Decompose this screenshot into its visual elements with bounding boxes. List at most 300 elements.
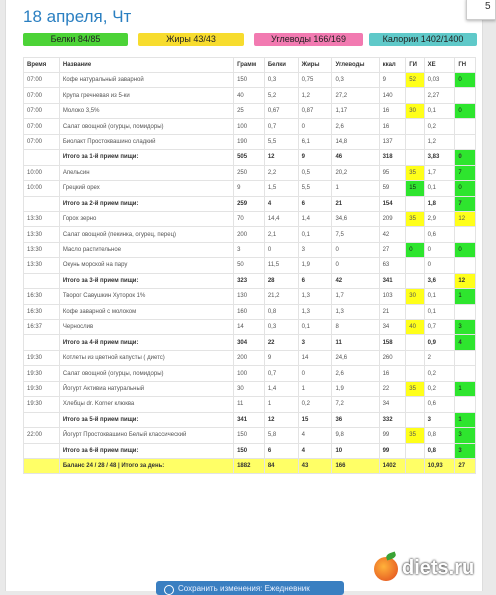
table-cell: 1,2	[298, 88, 332, 103]
table-cell: 3	[455, 320, 476, 335]
column-header[interactable]: ГИ	[406, 58, 424, 73]
table-cell: Крупа гречневая из 5-ки	[59, 88, 233, 103]
table-cell: 0,8	[424, 443, 455, 458]
leaf-icon	[385, 551, 396, 560]
table-row[interactable]	[24, 227, 476, 242]
table-cell: 341	[234, 412, 265, 427]
table-cell: 14,8	[332, 134, 379, 149]
table-cell: 7,2	[332, 397, 379, 412]
tooltip: 5	[466, 0, 496, 20]
table-cell: 2,1	[264, 227, 298, 242]
meal-total-row	[24, 412, 476, 427]
table-cell: 7	[455, 196, 476, 211]
table-cell: Итого за 6-й прием пищи:	[59, 443, 233, 458]
table-cell: Итого за 3-й прием пищи:	[59, 273, 233, 288]
table-cell: 150	[234, 428, 265, 443]
table-cell: 3	[455, 443, 476, 458]
table-cell: 16:37	[24, 320, 60, 335]
table-cell: 40	[406, 320, 424, 335]
table-cell: Итого за 1-й прием пищи:	[59, 150, 233, 165]
table-cell: 150	[234, 443, 265, 458]
table-cell: 154	[379, 196, 406, 211]
table-cell	[406, 119, 424, 134]
table-row[interactable]	[24, 381, 476, 396]
table-cell: 16:30	[24, 289, 60, 304]
watermark	[374, 553, 486, 587]
table-cell: 36	[332, 412, 379, 427]
table-cell: 5,5	[264, 134, 298, 149]
table-cell	[24, 458, 60, 473]
table-cell: 0,9	[424, 335, 455, 350]
table-cell: 0,8	[424, 428, 455, 443]
table-cell: 304	[234, 335, 265, 350]
table-cell: 13:30	[24, 242, 60, 257]
table-cell: 7,5	[332, 227, 379, 242]
table-cell: 1	[455, 289, 476, 304]
table-cell: 0	[298, 366, 332, 381]
table-cell: 5,8	[264, 428, 298, 443]
table-cell	[406, 196, 424, 211]
table-cell: 0	[298, 119, 332, 134]
table-cell	[406, 458, 424, 473]
table-row[interactable]	[24, 211, 476, 226]
table-cell: 0,87	[298, 103, 332, 118]
table-cell: 11	[332, 335, 379, 350]
table-cell: 9	[298, 150, 332, 165]
table-cell	[455, 258, 476, 273]
table-cell: 0,5	[298, 165, 332, 180]
table-row[interactable]	[24, 350, 476, 365]
table-cell: Котлеты из цветной капусты ( диетс)	[59, 350, 233, 365]
table-cell: 0	[455, 181, 476, 196]
table-cell: 2,2	[264, 165, 298, 180]
table-cell: 07:00	[24, 73, 60, 88]
column-header[interactable]: Грамм	[234, 58, 265, 73]
table-cell: 6	[298, 273, 332, 288]
table-cell: 3,83	[424, 150, 455, 165]
table-cell: 99	[379, 428, 406, 443]
table-cell: 15	[406, 181, 424, 196]
table-cell: 0	[455, 242, 476, 257]
table-cell: 27	[455, 458, 476, 473]
table-cell: 12	[455, 211, 476, 226]
table-cell: 1,9	[298, 258, 332, 273]
table-cell: 12	[264, 412, 298, 427]
table-cell: 1	[455, 412, 476, 427]
table-cell: 35	[406, 165, 424, 180]
table-row[interactable]	[24, 258, 476, 273]
table-cell: 28	[264, 273, 298, 288]
column-header[interactable]: Название	[59, 58, 233, 73]
day-total-row	[24, 458, 476, 473]
table-cell	[24, 412, 60, 427]
table-cell: 250	[234, 165, 265, 180]
table-cell: 14	[298, 350, 332, 365]
table-cell: 27,2	[332, 88, 379, 103]
table-cell: Молоко 3,5%	[59, 103, 233, 118]
table-cell	[406, 397, 424, 412]
table-cell: 1,7	[332, 289, 379, 304]
table-cell: 1,4	[298, 211, 332, 226]
food-table	[23, 57, 476, 474]
table-cell: 200	[234, 227, 265, 242]
column-header[interactable]: ХЕ	[424, 58, 455, 73]
table-cell: 0,2	[424, 381, 455, 396]
column-header[interactable]: Время	[24, 58, 60, 73]
table-cell: 0	[332, 258, 379, 273]
table-cell: 07:00	[24, 134, 60, 149]
table-cell: 318	[379, 150, 406, 165]
table-cell: 22	[264, 335, 298, 350]
table-cell: Творог Савушкин Хуторок 1%	[59, 289, 233, 304]
table-cell: 5,5	[298, 181, 332, 196]
table-cell: 27	[379, 242, 406, 257]
table-cell: 2,27	[424, 88, 455, 103]
table-cell: 2	[424, 350, 455, 365]
table-cell	[455, 134, 476, 149]
meal-total-row	[24, 443, 476, 458]
table-cell: 0,67	[264, 103, 298, 118]
table-cell: 1	[332, 181, 379, 196]
table-cell: Окунь морской на пару	[59, 258, 233, 273]
table-cell: Йогурт Простоквашино Белый классический	[59, 428, 233, 443]
table-cell: 0,1	[424, 289, 455, 304]
table-row[interactable]	[24, 103, 476, 118]
table-cell: 16:30	[24, 304, 60, 319]
table-cell: 14	[234, 320, 265, 335]
table-cell: 0,7	[424, 320, 455, 335]
table-cell	[455, 227, 476, 242]
diary-card	[5, 0, 483, 591]
table-cell: 34,6	[332, 211, 379, 226]
table-cell	[455, 88, 476, 103]
table-cell: 34	[379, 320, 406, 335]
carbs-badge: Углеводы 166/169	[254, 33, 363, 46]
table-cell: 7	[455, 165, 476, 180]
protein-badge: Белки 84/85	[23, 33, 128, 46]
table-cell: 1882	[234, 458, 265, 473]
table-row[interactable]	[24, 397, 476, 412]
table-cell: 07:00	[24, 119, 60, 134]
save-button-label: Сохранить изменения: Ежедневник	[178, 584, 310, 593]
table-cell: 9,8	[332, 428, 379, 443]
table-cell: 0,03	[424, 73, 455, 88]
table-cell: 332	[379, 412, 406, 427]
table-cell: 6	[298, 196, 332, 211]
table-cell	[406, 350, 424, 365]
column-header[interactable]: Жиры	[298, 58, 332, 73]
calories-badge: Калории 1402/1400	[369, 33, 477, 46]
table-cell	[406, 443, 424, 458]
table-cell: 0,1	[424, 181, 455, 196]
table-cell: 12	[264, 150, 298, 165]
table-cell: 1,3	[298, 304, 332, 319]
table-cell: 158	[379, 335, 406, 350]
table-cell: 19:30	[24, 350, 60, 365]
table-cell: 10,93	[424, 458, 455, 473]
table-cell: Кофе натуральный заварной	[59, 73, 233, 88]
table-cell: 0,3	[264, 73, 298, 88]
table-cell: 505	[234, 150, 265, 165]
table-cell: 1,4	[264, 381, 298, 396]
table-cell: 209	[379, 211, 406, 226]
table-cell: 42	[379, 227, 406, 242]
table-cell	[24, 150, 60, 165]
table-cell: 35	[406, 211, 424, 226]
table-cell: 0,6	[424, 227, 455, 242]
table-cell: Итого за 2-й прием пищи:	[59, 196, 233, 211]
table-cell: 9	[379, 73, 406, 88]
table-cell: 190	[234, 134, 265, 149]
table-cell: 1,8	[424, 196, 455, 211]
table-cell: 70	[234, 211, 265, 226]
table-cell: 259	[234, 196, 265, 211]
table-cell: 35	[406, 428, 424, 443]
table-cell: 3	[298, 335, 332, 350]
table-cell: 140	[379, 88, 406, 103]
table-cell: 0,1	[298, 227, 332, 242]
meal-total-row	[24, 196, 476, 211]
column-header[interactable]: Углеводы	[332, 58, 379, 73]
table-cell: 52	[406, 73, 424, 88]
table-cell: 19:30	[24, 381, 60, 396]
table-row[interactable]	[24, 304, 476, 319]
table-cell: 6,1	[298, 134, 332, 149]
table-cell: 3	[424, 412, 455, 427]
table-row[interactable]	[24, 119, 476, 134]
table-cell: 0	[455, 73, 476, 88]
table-cell: 0	[406, 242, 424, 257]
table-cell: Биолакт Простоквашино сладкий	[59, 134, 233, 149]
table-cell: 1	[264, 397, 298, 412]
table-cell	[406, 134, 424, 149]
table-cell: 200	[234, 350, 265, 365]
table-cell: 0,1	[424, 304, 455, 319]
table-cell: Итого за 5-й прием пищи:	[59, 412, 233, 427]
table-cell	[24, 335, 60, 350]
table-cell: 10:00	[24, 165, 60, 180]
table-cell	[406, 258, 424, 273]
table-cell: 16	[379, 366, 406, 381]
table-cell: 323	[234, 273, 265, 288]
table-cell: Итого за 4-й прием пищи:	[59, 335, 233, 350]
table-cell: 160	[234, 304, 265, 319]
table-cell: 4	[298, 443, 332, 458]
table-cell	[406, 304, 424, 319]
table-cell	[455, 397, 476, 412]
table-cell: 13:30	[24, 227, 60, 242]
table-cell: 16	[379, 103, 406, 118]
table-cell: 21,2	[264, 289, 298, 304]
table-cell: 0,75	[298, 73, 332, 88]
table-cell: 30	[406, 103, 424, 118]
table-cell: 10:00	[24, 181, 60, 196]
table-cell: 137	[379, 134, 406, 149]
table-row[interactable]	[24, 242, 476, 257]
table-cell: 19:30	[24, 397, 60, 412]
table-cell: 42	[332, 273, 379, 288]
table-cell	[406, 227, 424, 242]
table-cell: 0,2	[424, 119, 455, 134]
table-cell: 3	[234, 242, 265, 257]
table-row[interactable]	[24, 134, 476, 149]
table-cell: 5,2	[264, 88, 298, 103]
table-cell: Кофе заварной с молоком	[59, 304, 233, 319]
table-cell: Баланс 24 / 28 / 48 | Итого за день:	[59, 458, 233, 473]
table-cell: 99	[379, 443, 406, 458]
table-cell: 46	[332, 150, 379, 165]
table-cell: 13:30	[24, 211, 60, 226]
table-cell: 3	[298, 242, 332, 257]
table-row[interactable]	[24, 320, 476, 335]
table-cell: 1402	[379, 458, 406, 473]
table-cell	[406, 273, 424, 288]
table-cell	[406, 366, 424, 381]
table-cell: 07:00	[24, 88, 60, 103]
table-cell: 11	[234, 397, 265, 412]
table-cell: 40	[234, 88, 265, 103]
table-cell: 21	[379, 304, 406, 319]
table-cell	[455, 119, 476, 134]
meal-total-row	[24, 273, 476, 288]
meal-total-row	[24, 150, 476, 165]
table-cell: 1,3	[298, 289, 332, 304]
table-cell: 9	[234, 181, 265, 196]
table-cell: 11,5	[264, 258, 298, 273]
table-cell: 16	[379, 119, 406, 134]
table-row[interactable]	[24, 181, 476, 196]
table-cell: 0	[424, 258, 455, 273]
table-cell: 9	[264, 350, 298, 365]
table-cell: 4	[298, 428, 332, 443]
table-cell: 6	[264, 443, 298, 458]
table-cell: 0,3	[264, 320, 298, 335]
table-cell: 35	[406, 381, 424, 396]
table-cell: 0,2	[298, 397, 332, 412]
table-cell	[24, 443, 60, 458]
table-cell: 0	[455, 150, 476, 165]
table-cell: 2,6	[332, 119, 379, 134]
table-cell: 0,6	[424, 397, 455, 412]
table-cell: 30	[234, 381, 265, 396]
table-cell: 103	[379, 289, 406, 304]
table-cell: 84	[264, 458, 298, 473]
table-cell: 43	[298, 458, 332, 473]
table-cell: 0	[424, 242, 455, 257]
save-icon	[164, 585, 174, 595]
column-header[interactable]: ккал	[379, 58, 406, 73]
table-cell	[406, 88, 424, 103]
table-cell: 1,2	[424, 134, 455, 149]
table-row[interactable]	[24, 73, 476, 88]
nutrient-badges	[23, 33, 483, 47]
table-cell: Салат овощной (пекинка, огурец, перец)	[59, 227, 233, 242]
table-cell: Салат овощной (огурцы, помидоры)	[59, 366, 233, 381]
table-cell: 0,8	[264, 304, 298, 319]
table-cell	[455, 366, 476, 381]
table-cell: 260	[379, 350, 406, 365]
table-cell: Хлебцы dr. Korner клюква	[59, 397, 233, 412]
table-cell: 0,7	[264, 119, 298, 134]
table-cell: 14,4	[264, 211, 298, 226]
table-cell: 13:30	[24, 258, 60, 273]
table-cell	[406, 412, 424, 427]
table-header	[24, 58, 476, 73]
table-cell: Масло растительное	[59, 242, 233, 257]
table-cell: 130	[234, 289, 265, 304]
table-cell: 22:00	[24, 428, 60, 443]
table-cell: 21	[332, 196, 379, 211]
table-cell	[406, 150, 424, 165]
meal-total-row	[24, 335, 476, 350]
table-cell: Салат овощной (огурцы, помидоры)	[59, 119, 233, 134]
table-cell: 3,6	[424, 273, 455, 288]
table-cell: Чернослив	[59, 320, 233, 335]
fat-badge: Жиры 43/43	[138, 33, 244, 46]
table-cell: 1	[298, 381, 332, 396]
table-cell: Йогурт Активиа натуральный	[59, 381, 233, 396]
table-row[interactable]	[24, 366, 476, 381]
table-cell: 34	[379, 397, 406, 412]
table-cell: 25	[234, 103, 265, 118]
table-cell: 150	[234, 73, 265, 88]
table-cell: 59	[379, 181, 406, 196]
table-cell	[455, 350, 476, 365]
table-row[interactable]	[24, 428, 476, 443]
table-cell: 8	[332, 320, 379, 335]
table-cell: 10	[332, 443, 379, 458]
table-cell: 30	[406, 289, 424, 304]
table-cell: 4	[264, 196, 298, 211]
table-cell: 50	[234, 258, 265, 273]
table-cell	[406, 335, 424, 350]
table-cell: 0,1	[298, 320, 332, 335]
table-cell: 95	[379, 165, 406, 180]
table-row[interactable]	[24, 165, 476, 180]
column-header[interactable]: Белки	[264, 58, 298, 73]
table-row[interactable]	[24, 88, 476, 103]
page-title: 18 апреля, Чт	[23, 7, 132, 26]
table-cell: 0,1	[424, 103, 455, 118]
table-cell: 0,7	[264, 366, 298, 381]
table-cell: 15	[298, 412, 332, 427]
table-cell	[24, 196, 60, 211]
table-cell: 4	[455, 335, 476, 350]
table-cell: Грецкий орех	[59, 181, 233, 196]
table-cell: 0,2	[424, 366, 455, 381]
save-button[interactable]	[156, 581, 344, 595]
table-cell: 22	[379, 381, 406, 396]
watermark-text: diets.ru	[402, 557, 475, 579]
table-cell: 0	[264, 242, 298, 257]
table-cell: Горох зерно	[59, 211, 233, 226]
table-cell: Апельсин	[59, 165, 233, 180]
table-cell: 0	[455, 103, 476, 118]
table-cell	[455, 304, 476, 319]
table-cell: 19:30	[24, 366, 60, 381]
table-cell: 2,9	[424, 211, 455, 226]
table-cell: 1,5	[264, 181, 298, 196]
table-cell: 24,6	[332, 350, 379, 365]
table-cell: 1,9	[332, 381, 379, 396]
apple-icon	[374, 557, 398, 581]
column-header[interactable]: ГН	[455, 58, 476, 73]
table-row[interactable]	[24, 289, 476, 304]
table-cell: 166	[332, 458, 379, 473]
table-cell: 63	[379, 258, 406, 273]
table-cell: 1,17	[332, 103, 379, 118]
table-cell: 2,6	[332, 366, 379, 381]
